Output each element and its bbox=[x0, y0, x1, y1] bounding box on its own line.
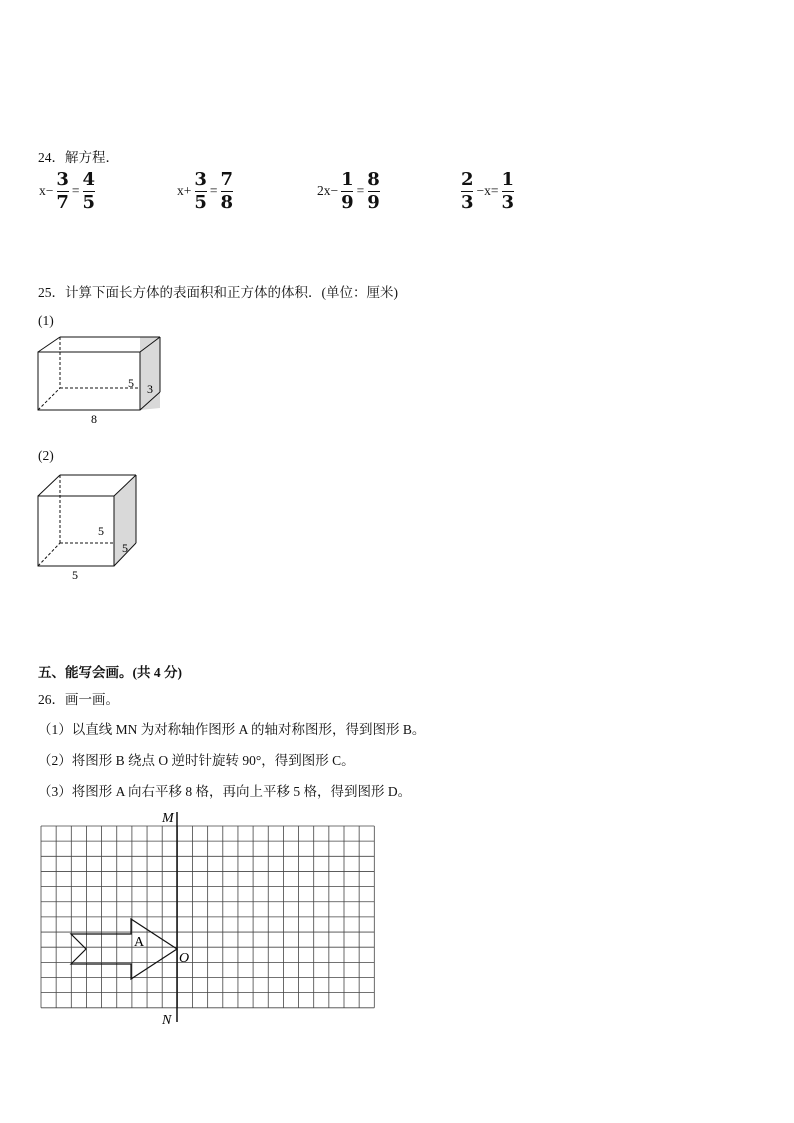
q26-title: 26．画一画。 bbox=[38, 692, 119, 707]
eq4-denominator-2: 3 bbox=[501, 191, 515, 213]
eq3-denominator-1: 9 bbox=[341, 191, 354, 213]
eq1-fraction-2 bbox=[82, 168, 96, 213]
eq3-numerator-2: 8 bbox=[367, 168, 380, 190]
q26-item-3: （3）将图形 A 向右平移 8 格，再向上平移 5 格，得到图形 D。 bbox=[38, 784, 412, 799]
eq2-numerator-2: 7 bbox=[220, 168, 234, 190]
label-o: O bbox=[179, 951, 190, 966]
eq2-fraction-1 bbox=[194, 168, 207, 213]
cuboid-width-label: 5 bbox=[128, 376, 134, 390]
eq1-prefix: x− bbox=[39, 183, 54, 198]
eq2-denominator-1: 5 bbox=[194, 191, 207, 213]
label-m: M bbox=[162, 811, 174, 826]
cuboid-length-label: 8 bbox=[91, 412, 97, 426]
eq2-fraction-2 bbox=[220, 168, 234, 213]
eq1-fraction-1 bbox=[56, 168, 69, 213]
eq3-denominator-2: 9 bbox=[367, 191, 380, 213]
eq3-fraction-1 bbox=[341, 168, 354, 213]
eq1-numerator-2: 4 bbox=[82, 168, 96, 190]
q25-part2-label: (2) bbox=[38, 448, 54, 463]
section5-title: 五、能写会画。(共 4 分) bbox=[38, 665, 182, 680]
grid-lines bbox=[41, 826, 374, 1008]
cuboid-height-label: 3 bbox=[147, 382, 153, 396]
equation-3 bbox=[316, 168, 382, 214]
eq4-fraction-2 bbox=[501, 168, 515, 213]
eq2-denominator-2: 8 bbox=[220, 191, 234, 213]
grid-figure bbox=[30, 806, 390, 1030]
eq4-numerator-2: 1 bbox=[501, 168, 515, 190]
label-n: N bbox=[162, 1013, 172, 1028]
eq3-equals: = bbox=[356, 183, 365, 198]
q26-item-1: （1）以直线 MN 为对称轴作图形 A 的轴对称图形，得到图形 B。 bbox=[38, 722, 426, 737]
eq3-numerator-1: 1 bbox=[341, 168, 354, 190]
q26-item-2: （2）将图形 B 绕点 O 逆时针旋转 90°，得到图形 C。 bbox=[38, 753, 355, 768]
q25-title: 25．计算下面长方体的表面积和正方体的体积．(单位：厘米) bbox=[38, 285, 398, 300]
shape-a-arrow bbox=[71, 919, 177, 979]
eq3-prefix: 2x− bbox=[317, 183, 339, 198]
q25-part1-label: (1) bbox=[38, 313, 54, 328]
eq1-denominator-1: 7 bbox=[56, 191, 69, 213]
eq2-equals: = bbox=[209, 183, 218, 198]
eq3-fraction-2 bbox=[367, 168, 380, 213]
eq2-prefix: x+ bbox=[177, 183, 192, 198]
shape-a-label: A bbox=[134, 935, 145, 950]
cube-bottom-edge-label: 5 bbox=[72, 568, 78, 582]
cuboid-figure bbox=[30, 330, 180, 430]
equation-2 bbox=[176, 168, 235, 214]
eq4-numerator-1: 2 bbox=[461, 168, 474, 190]
eq4-fraction-1 bbox=[461, 168, 474, 213]
cube-depth-edge-label: 5 bbox=[122, 541, 128, 555]
eq1-equals: = bbox=[71, 183, 80, 198]
eq2-numerator-1: 3 bbox=[194, 168, 207, 190]
eq4-middle: −x= bbox=[476, 183, 499, 198]
equation-1 bbox=[38, 168, 97, 214]
cube-front-edge-label: 5 bbox=[98, 524, 104, 538]
eq1-denominator-2: 5 bbox=[82, 191, 96, 213]
q24-title: 24．解方程． bbox=[38, 150, 119, 165]
cube-figure bbox=[30, 468, 150, 586]
equation-4 bbox=[459, 168, 516, 214]
eq4-denominator-1: 3 bbox=[461, 191, 474, 213]
eq1-numerator-1: 3 bbox=[56, 168, 69, 190]
